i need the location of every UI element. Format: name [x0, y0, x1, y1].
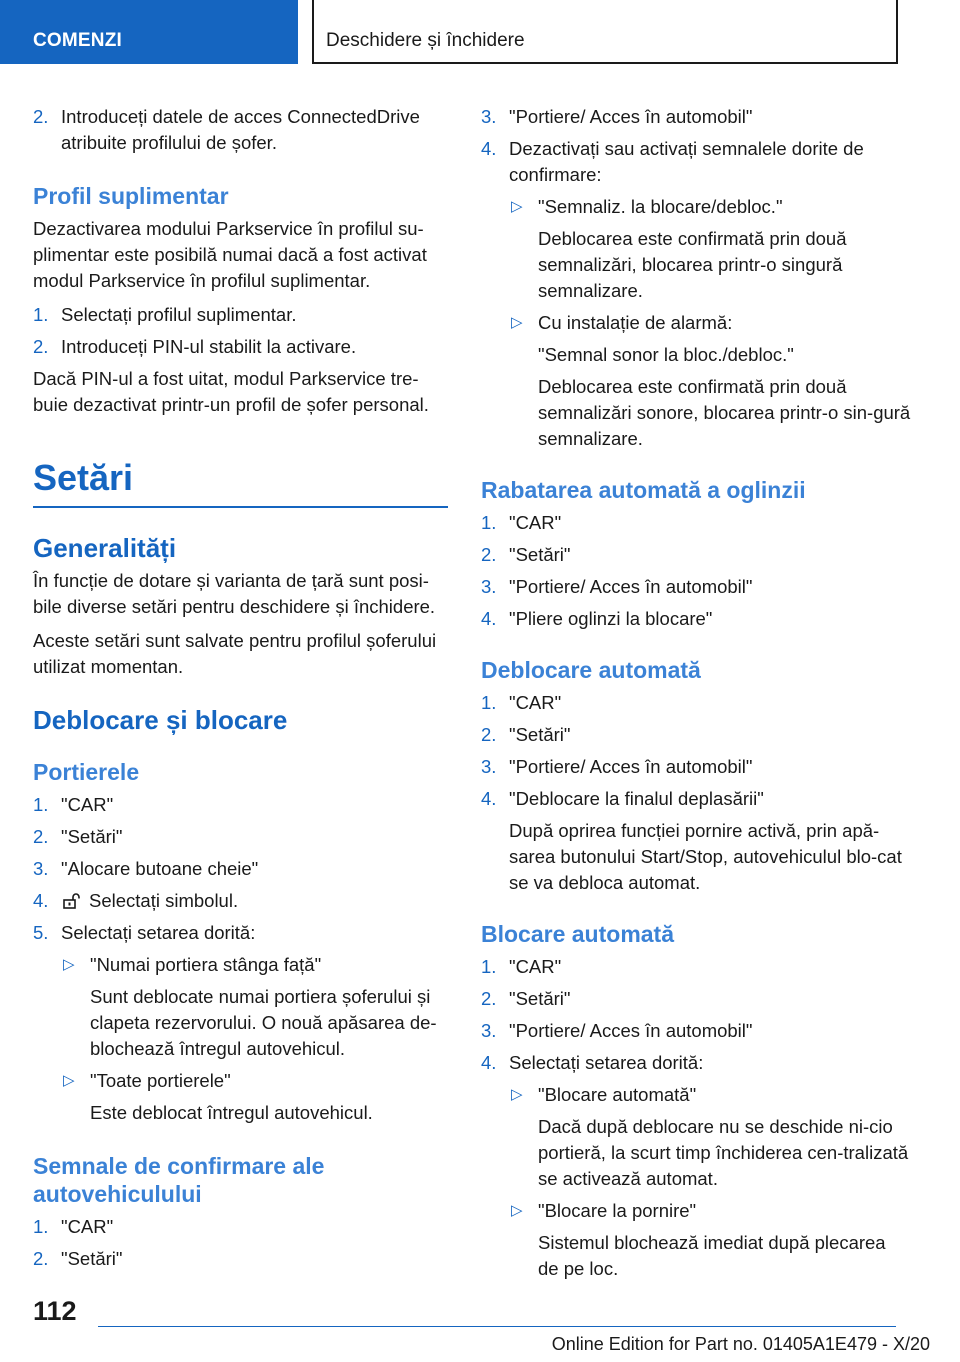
sub-item	[509, 1082, 911, 1108]
list-item	[481, 104, 911, 130]
list-item	[481, 1050, 911, 1076]
list-number: 1.	[33, 304, 49, 325]
left-column	[33, 104, 448, 1278]
list-number: 1.	[481, 512, 497, 533]
section-heading: Portierele	[33, 759, 140, 785]
list-text: Dezactivați sau activați semnalele dorite de confirmare:	[509, 138, 864, 185]
footer-edition: Online Edition for Part no. 01405A1E479 - X/20	[551, 1334, 930, 1354]
paragraph: Aceste setări sunt salvate pentru profilul șoferului utilizat momentan.	[33, 630, 437, 677]
list-number: 4.	[33, 890, 49, 911]
triangle-bullet-icon: ▷	[511, 314, 523, 331]
paragraph: Dacă PIN-ul a fost uitat, modul Parkservice tre-buie dezactivat printr-un profil de șofer personal.	[33, 368, 429, 415]
sub-item-description: Sunt deblocate numai portiera șoferului și clapeta rezervorului. O nouă apăsarea de-blochează întregul autovehicul.	[90, 986, 437, 1059]
sub-item-line: "Semnal sonor la bloc./debloc."	[538, 344, 794, 365]
list-item	[481, 722, 911, 748]
list-number: 2.	[481, 724, 497, 745]
footer-rule	[98, 1326, 896, 1327]
header-chapter-label: Deschidere și închidere	[326, 30, 525, 51]
list-number: 5.	[33, 922, 49, 943]
list-number: 2.	[481, 988, 497, 1009]
list-text: "Portiere/ Acces în automobil"	[509, 756, 753, 777]
list-number: 2.	[33, 106, 49, 127]
list-item	[481, 690, 911, 716]
sub-item-description: Deblocarea este confirmată prin două semnalizări sonore, blocarea printr-o sin-gură semnalizare.	[538, 376, 911, 449]
list-text: "CAR"	[61, 1216, 114, 1237]
list-item	[481, 136, 911, 188]
list-text: "Setări"	[509, 724, 571, 745]
list-text: "Portiere/ Acces în automobil"	[509, 1020, 753, 1041]
list-number: 3.	[481, 1020, 497, 1041]
header-section-label: COMENZI	[33, 30, 123, 51]
list-number: 4.	[481, 138, 497, 159]
list-text: Selectați simbolul.	[89, 890, 239, 911]
paragraph: În funcție de dotare și varianta de țară sunt posi-bile diverse setări pentru deschidere și închidere.	[33, 570, 436, 617]
list-text: "Setări"	[509, 544, 571, 565]
sub-item	[509, 1198, 911, 1224]
list-number: 2.	[33, 1248, 49, 1269]
list-text: "Setări"	[61, 1248, 123, 1269]
list-text: Selectați profilul suplimentar.	[61, 304, 297, 325]
list-number: 2.	[33, 826, 49, 847]
section-title: Deblocare și blocare	[33, 705, 288, 735]
list-item	[481, 1018, 911, 1044]
list-text: "Setări"	[509, 988, 571, 1009]
list-text: "Pliere oglinzi la blocare"	[509, 608, 713, 629]
list-text: "Portiere/ Acces în automobil"	[509, 576, 753, 597]
list-number: 2.	[33, 336, 49, 357]
sub-item	[61, 952, 448, 978]
list-text: "CAR"	[509, 956, 562, 977]
sub-item	[509, 310, 911, 336]
triangle-bullet-icon: ▷	[63, 956, 75, 973]
sub-item-text: "Numai portiera stânga față"	[90, 954, 322, 975]
chapter-title-block	[33, 456, 448, 508]
section-heading: Semnale de confirmare ale autovehiculului	[33, 1153, 325, 1207]
sub-item-description: Sistemul blochează imediat după plecarea de pe loc.	[538, 1232, 886, 1279]
list-item	[33, 104, 448, 156]
section-title: Generalități	[33, 533, 177, 563]
right-column	[481, 104, 911, 1288]
list-item	[481, 606, 911, 632]
sub-item-text: Cu instalație de alarmă:	[538, 312, 733, 333]
section-heading: Blocare automată	[481, 921, 675, 947]
paragraph: Dezactivarea modului Parkservice în profilul su-plimentar este posibilă numai dacă a fost activat modul Parkservice în profilul suplimentar.	[33, 218, 427, 291]
sub-item	[509, 194, 911, 220]
sub-item-text: "Blocare automată"	[538, 1084, 697, 1105]
list-item	[481, 786, 911, 812]
list-number: 1.	[481, 692, 497, 713]
list-number: 1.	[481, 956, 497, 977]
list-number: 1.	[33, 1216, 49, 1237]
list-item	[33, 920, 448, 946]
list-text: "Deblocare la finalul deplasării"	[509, 788, 764, 809]
list-item	[33, 1246, 448, 1272]
list-number: 4.	[481, 788, 497, 809]
list-item	[33, 856, 448, 882]
page-number: 112	[33, 1296, 77, 1326]
sub-item-description: Dacă după deblocare nu se deschide ni-cio portieră, la scurt timp închiderea cen-tralizată se activează automat.	[538, 1116, 909, 1189]
list-item	[481, 574, 911, 600]
list-number: 4.	[481, 1052, 497, 1073]
sub-item-text: "Blocare la pornire"	[538, 1200, 697, 1221]
list-item	[33, 302, 448, 328]
list-text: "Portiere/ Acces în automobil"	[509, 106, 753, 127]
list-item	[481, 954, 911, 980]
list-text: Introduceți PIN-ul stabilit la activare.	[61, 336, 357, 357]
list-text: "CAR"	[509, 692, 562, 713]
list-item	[481, 542, 911, 568]
sub-item-description: Este deblocat întregul autovehicul.	[90, 1102, 373, 1123]
list-text: "Alocare butoane cheie"	[61, 858, 259, 879]
sub-item-text: "Toate portierele"	[90, 1070, 231, 1091]
triangle-bullet-icon: ▷	[511, 1086, 523, 1103]
list-item	[33, 1214, 448, 1240]
list-text: Selectați setarea dorită:	[61, 922, 256, 943]
chapter-title: Setări	[33, 457, 134, 498]
triangle-bullet-icon: ▷	[511, 198, 523, 215]
list-text: "CAR"	[61, 794, 114, 815]
list-text: "CAR"	[509, 512, 562, 533]
list-number: 2.	[481, 544, 497, 565]
triangle-bullet-icon: ▷	[511, 1202, 523, 1219]
sub-item	[61, 1068, 448, 1094]
unlock-icon	[63, 893, 81, 909]
list-item	[33, 888, 448, 914]
list-number: 3.	[481, 106, 497, 127]
list-number: 3.	[33, 858, 49, 879]
list-item-description: După oprirea funcției pornire activă, prin apă-sarea butonului Start/Stop, autovehiculul blo-cat se va debloca automat.	[509, 820, 902, 893]
list-text: "Setări"	[61, 826, 123, 847]
list-item	[33, 334, 448, 360]
list-number: 4.	[481, 608, 497, 629]
triangle-bullet-icon: ▷	[63, 1072, 75, 1089]
list-item	[481, 754, 911, 780]
list-text: Selectați setarea dorită:	[509, 1052, 704, 1073]
list-item	[481, 986, 911, 1012]
list-number: 1.	[33, 794, 49, 815]
list-number: 3.	[481, 756, 497, 777]
list-item	[481, 510, 911, 536]
list-text: Introduceți datele de acces ConnectedDrive atribuite profilului de șofer.	[61, 106, 420, 153]
list-item	[33, 792, 448, 818]
section-heading: Deblocare automată	[481, 657, 701, 683]
header-section-tab	[0, 0, 298, 64]
list-item	[33, 824, 448, 850]
section-heading: Profil suplimentar	[33, 183, 229, 209]
section-heading: Rabatarea automată a oglinzii	[481, 477, 806, 503]
sub-item-description: Deblocarea este confirmată prin două semnalizări, blocarea printr-o singură semnalizare.	[538, 228, 847, 301]
list-number: 3.	[481, 576, 497, 597]
header-chapter-box	[312, 0, 898, 64]
sub-item-text: "Semnaliz. la blocare/debloc."	[538, 196, 783, 217]
